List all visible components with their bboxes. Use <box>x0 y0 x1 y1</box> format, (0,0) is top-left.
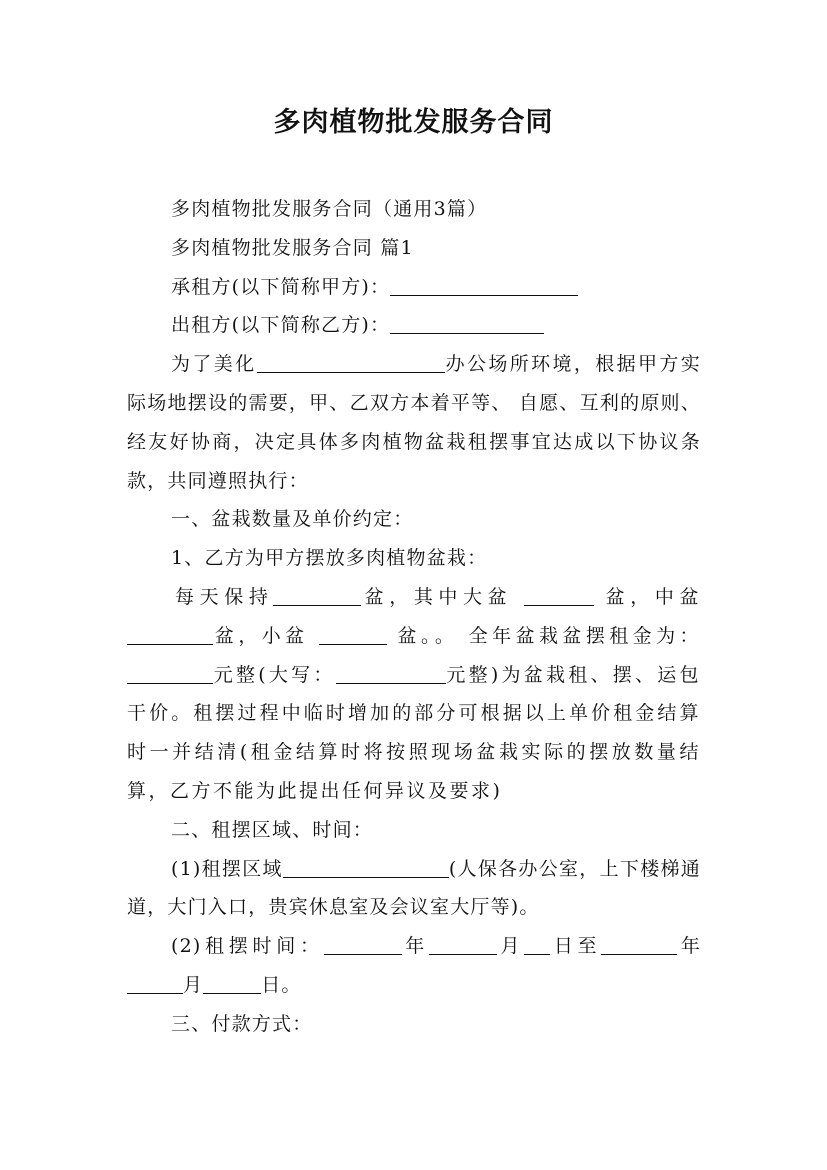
end-year-blank <box>601 934 677 955</box>
purpose-text-b: 办公场所环境，根据甲方实际场地摆设的需要，甲、乙双方本着平等、 自愿、互利的原则、经友好协商，决定具体多肉植物盆栽租摆事宜达成以下协议条款，共同遵照执行： <box>127 353 701 492</box>
large-pots-blank <box>524 585 594 606</box>
quantity-text-a: 每天保持 <box>175 585 274 608</box>
quantity-text-e: 盆。。 全年盆栽盆摆租金为： <box>397 624 701 647</box>
document-body <box>127 190 701 1044</box>
start-month-blank <box>429 934 497 955</box>
area-text-a: (1)租摆区域 <box>171 857 283 880</box>
purpose-text-a: 为了美化 <box>171 353 257 376</box>
quantity-text-g: 元整)为盆栽租、摆、运包干价。租摆过程中临时增加的部分可根据以上单价租金结算时一并结清(租金结算时将按照现场盆栽实际的摆放数量结算，乙方不能为此提出任何异议及要求) <box>127 663 701 802</box>
start-day-blank <box>524 934 550 955</box>
paragraph-lessee <box>127 268 701 307</box>
paragraph-section-2: 二、租摆区域、时间： <box>171 818 374 841</box>
area-text-b: (人保各办公室，上下楼梯通道，大门入口，贵宾休息室及会议室大厅等)。 <box>127 857 701 919</box>
lessor-blank <box>390 313 544 334</box>
rent-amount-blank <box>127 663 213 684</box>
time-text-b: 年 <box>401 935 429 958</box>
end-month-blank <box>127 973 183 994</box>
end-day-blank <box>203 973 261 994</box>
lessee-blank <box>390 275 578 296</box>
paragraph-area <box>127 850 701 928</box>
quantity-text-f: 元整(大写： <box>213 663 336 686</box>
document-title: 多肉植物批发服务合同 <box>273 107 554 138</box>
paragraph-quantity <box>127 578 701 811</box>
start-year-blank <box>324 934 402 955</box>
quantity-text-c: 盆，中盆 <box>605 585 701 608</box>
small-pots-blank <box>319 624 387 645</box>
paragraph-lessor <box>127 306 701 345</box>
daily-pots-blank <box>273 585 361 606</box>
paragraph-item-1: 1、乙方为甲方摆放多肉植物盆栽： <box>171 547 488 570</box>
time-text-g: 日。 <box>261 973 302 996</box>
quantity-text-b: 盆，其中大盆 <box>361 585 513 608</box>
time-text-d: 日至 <box>550 935 602 958</box>
time-text-e: 年 <box>677 935 702 958</box>
paragraph-section-1: 一、盆栽数量及单价约定： <box>171 508 414 531</box>
time-text-c: 月 <box>497 935 525 958</box>
area-blank <box>283 857 449 878</box>
rent-amount-words-blank <box>336 663 446 684</box>
paragraph-section-3: 三、付款方式： <box>171 1012 313 1035</box>
lessor-label: 出租方(以下简称乙方)： <box>171 314 391 337</box>
purpose-blank <box>257 352 445 373</box>
time-text-a: (2)租摆时间： <box>171 935 324 958</box>
time-text-f: 月 <box>183 973 204 996</box>
paragraph-section-title: 多肉植物批发服务合同 篇1 <box>171 236 414 259</box>
lessee-label: 承租方(以下简称甲方)： <box>171 275 391 298</box>
medium-pots-blank <box>127 624 213 645</box>
paragraph-purpose <box>127 345 701 500</box>
quantity-text-d: 盆，小盆 <box>213 624 309 647</box>
paragraph-heading: 多肉植物批发服务合同（通用3篇） <box>171 198 488 220</box>
paragraph-time <box>127 927 701 1005</box>
